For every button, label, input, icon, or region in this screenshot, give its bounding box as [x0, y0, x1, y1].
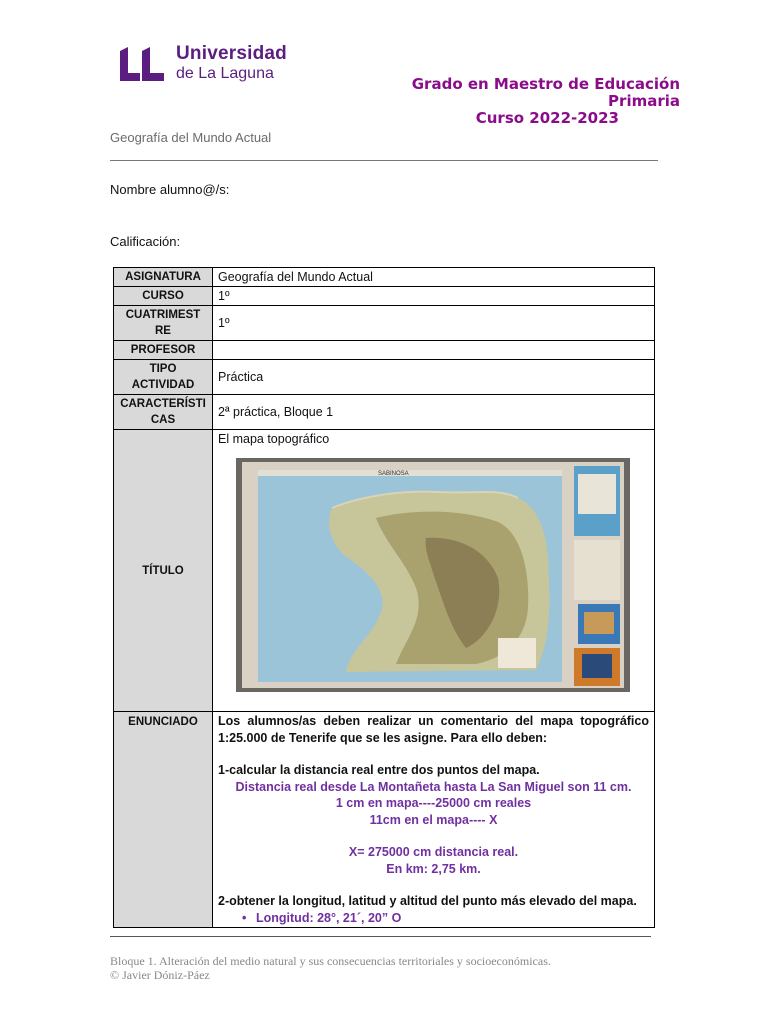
row-label-caracteristicas — [114, 395, 213, 430]
degree-line2: Primaria — [608, 92, 680, 110]
row-value-asignatura: Geografía del Mundo Actual — [213, 268, 655, 287]
statement-step1: 1-calcular la distancia real entre dos puntos del mapa. — [218, 763, 540, 777]
logo-text-line1: Universidad — [176, 43, 287, 64]
table-row — [114, 360, 655, 395]
page-footer — [110, 954, 551, 982]
label-part: CARACTERÍSTI — [120, 398, 206, 410]
header-divider — [110, 160, 658, 161]
row-label-tipo-actividad — [114, 360, 213, 395]
title-text: El mapa topográfico — [218, 432, 330, 446]
row-label-enunciado: ENUNCIADO — [114, 712, 213, 928]
degree-heading — [412, 76, 680, 127]
row-label-cuatrimestre — [114, 306, 213, 341]
answer-line: 1 cm en mapa----25000 cm reales — [335, 796, 532, 810]
degree-line1: Grado en Maestro de Educación — [411, 75, 680, 93]
label-part: ACTIVIDAD — [131, 379, 195, 391]
topographic-map-photo — [236, 458, 630, 692]
row-label-titulo: TÍTULO — [114, 430, 213, 712]
activity-table — [113, 267, 655, 928]
course-year: Curso 2022-2023 — [475, 109, 619, 127]
row-value-caracteristicas: 2ª práctica, Bloque 1 — [213, 395, 655, 430]
answer-line: X= 275000 cm distancia real. — [348, 845, 519, 859]
table-row — [114, 712, 655, 928]
footer-line2: © Javier Dóniz-Páez — [110, 968, 210, 982]
footer-line1: Bloque 1. Alteración del medio natural y sus consecuencias territoriales y socioeconómicas. — [110, 954, 551, 968]
student-name-label: Nombre alumno@/s: — [110, 182, 230, 197]
row-value-tipo-actividad: Práctica — [213, 360, 655, 395]
logo-text-line2: de La Laguna — [176, 65, 274, 82]
row-value-titulo — [213, 430, 655, 712]
bullet-icon: • — [242, 910, 247, 925]
table-row — [114, 306, 655, 341]
answer-line: En km: 2,75 km. — [386, 861, 481, 876]
ull-logo-icon — [118, 45, 166, 83]
answer-line: 11cm en el mapa---- X — [369, 812, 498, 827]
statement-step2: 2-obtener la longitud, latitud y altitud del punto más elevado del mapa. — [218, 894, 637, 908]
row-label-asignatura: ASIGNATURA — [114, 268, 213, 287]
label-part: CAS — [150, 414, 176, 426]
grade-label: Calificación: — [110, 234, 181, 249]
label-part: RE — [155, 325, 171, 337]
statement-intro: Los alumnos/as deben realizar un comentario del mapa topográfico 1:25.000 de Tenerife que se les asigne. Para ello deben: — [218, 714, 649, 745]
university-logo — [118, 44, 287, 84]
table-row — [114, 430, 655, 712]
bullet-text: Longitud: 28°, 21´, 20” O — [256, 910, 402, 925]
list-item — [218, 910, 649, 927]
subject-name: Geografía del Mundo Actual — [110, 130, 272, 145]
row-value-cuatrimestre: 1º — [213, 306, 655, 341]
row-label-curso: CURSO — [114, 287, 213, 306]
table-row — [114, 395, 655, 430]
answer-line: Distancia real desde La Montañeta hasta La San Miguel son 11 cm. — [235, 779, 632, 794]
map-sheet-name: SABINOSA — [378, 471, 409, 477]
row-value-curso: 1º — [213, 287, 655, 306]
row-label-profesor: PROFESOR — [114, 341, 213, 360]
row-value-profesor — [213, 341, 655, 360]
row-value-enunciado — [213, 712, 655, 928]
map-photo-image — [236, 458, 630, 692]
footer-divider — [110, 936, 651, 937]
table-row — [114, 287, 655, 306]
table-row — [114, 341, 655, 360]
label-part: CUATRIMEST — [125, 309, 201, 321]
label-part: TIPO — [149, 363, 177, 375]
table-row — [114, 268, 655, 287]
